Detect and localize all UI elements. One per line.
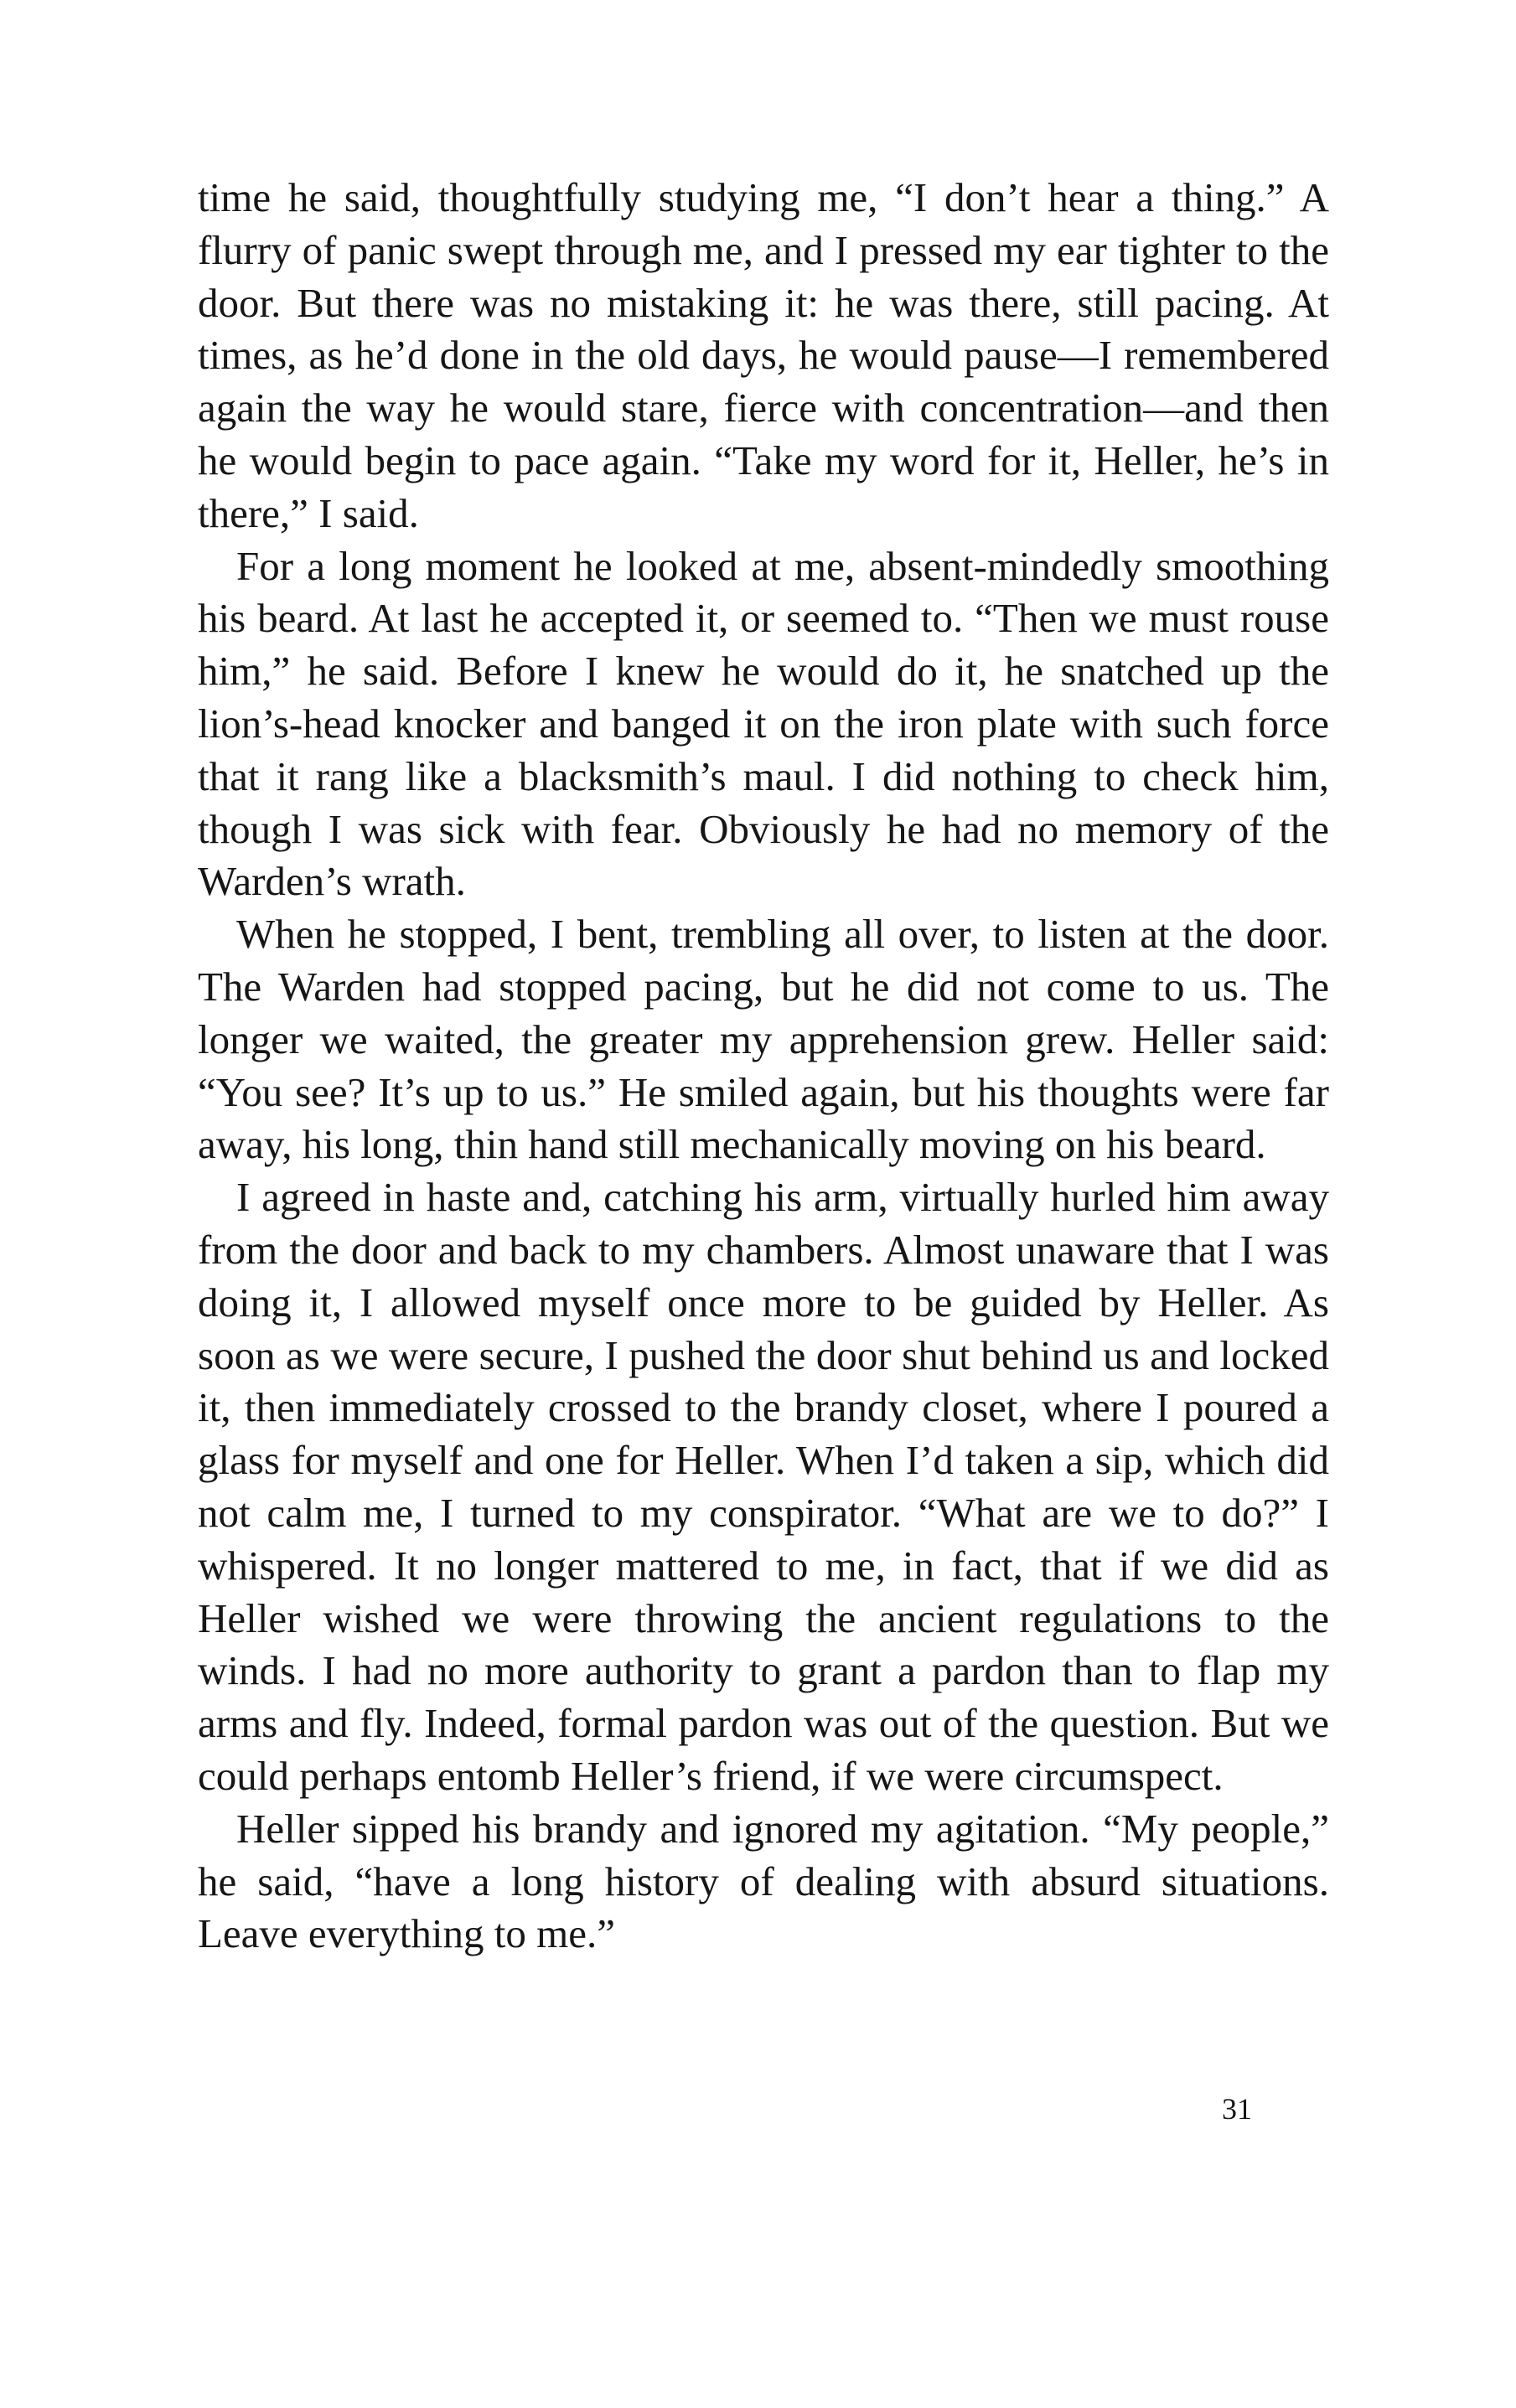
paragraph-5: Heller sipped his brandy and ignored my agitation. “My people,” he said, “have a long history of dealing with absurd situations. Leave everything to me.” [198,1805,1329,1957]
paragraph-1: time he said, thoughtfully studying me, “I don’t hear a thing.” A flurry of panic swept through me, and I pressed my ear tighter to the door. But there was no mistaking it: he was there, still pacing. At times, as he’d done in the old days, he would pause—I remembered again the way he would stare, fierce with concentration—and then he would begin to pace again. “Take my word for it, Heller, he’s in there,” I said. [198,174,1329,536]
paragraph-3: When he stopped, I bent, trembling all over, to listen at the door. The Warden had stopped pacing, but he did not come to us. The longer we waited, the greater my apprehension grew. Heller said: “You see? It’s up to us.” He smiled again, but his thoughts were far away, his long, thin hand still mechanically moving on his beard. [198,911,1329,1168]
paragraph-2: For a long moment he looked at me, absent-mindedly smoothing his beard. At last he accepted it, or seemed to. “Then we must rouse him,” he said. Before I knew he would do it, he snatched up the lion’s-head knocker and banged it on the iron plate with such force that it rang like a blacksmith’s maul. I did nothing to check him, though I was sick with fear. Obviously he had no memory of the Warden’s wrath. [198,542,1329,905]
page-number: 31 [1222,2092,1252,2126]
body-text [198,172,1329,1961]
paragraph-4: I agreed in haste and, catching his arm, virtually hurled him away from the door and back to my chambers. Almost unaware that I was doing it, I allowed myself once more to be guided by Heller. As soon as we were secure, I pushed the door shut behind us and locked it, then immediately crossed to the brandy closet, where I poured a glass for myself and one for Heller. When I’d taken a sip, which did not calm me, I turned to my conspirator. “What are we to do?” I whispered. It no longer mattered to me, in fact, that if we did as Heller wished we were throwing the ancient regulations to the winds. I had no more authority to grant a pardon than to flap my arms and fly. Indeed, formal pardon was out of the question. But we could perhaps entomb Heller’s friend, if we were circumspect. [198,1174,1329,1799]
